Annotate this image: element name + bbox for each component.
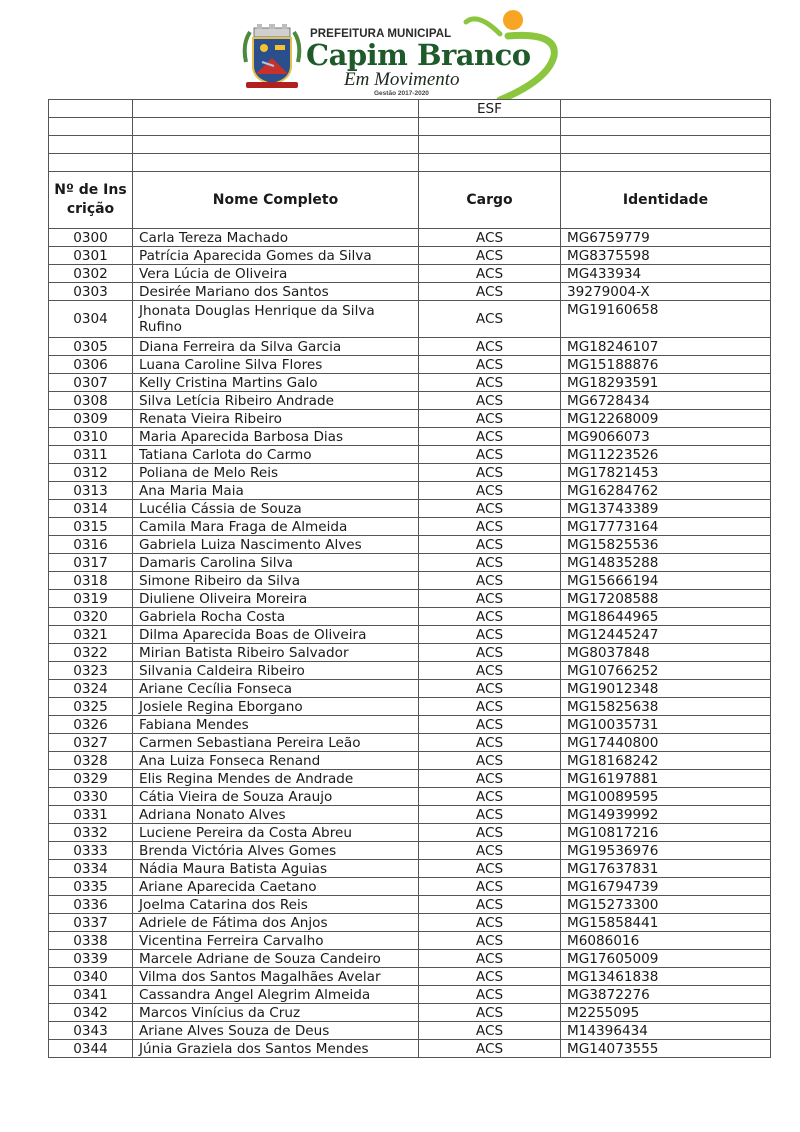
- inscricao-cell: 0321: [49, 626, 133, 644]
- table-row: [49, 482, 771, 500]
- identidade-cell: MG17821453: [561, 464, 771, 482]
- cargo-cell: ACS: [419, 572, 561, 590]
- identidade-cell: MG13461838: [561, 968, 771, 986]
- nome-cell: Luana Caroline Silva Flores: [133, 356, 419, 374]
- table-row: [49, 824, 771, 842]
- table-row: [49, 896, 771, 914]
- identidade-cell: MG10035731: [561, 716, 771, 734]
- table-row: [49, 932, 771, 950]
- identidade-cell: MG12268009: [561, 410, 771, 428]
- identidade-cell: MG11223526: [561, 446, 771, 464]
- cargo-cell: ACS: [419, 932, 561, 950]
- nome-cell: Carmen Sebastiana Pereira Leão: [133, 734, 419, 752]
- identidade-cell: MG16284762: [561, 482, 771, 500]
- empty-cell: [419, 136, 561, 154]
- table-row: [49, 860, 771, 878]
- cargo-cell: ACS: [419, 1004, 561, 1022]
- nome-cell: Adriana Nonato Alves: [133, 806, 419, 824]
- inscricao-cell: 0318: [49, 572, 133, 590]
- identidade-cell: MG17773164: [561, 518, 771, 536]
- cargo-cell: ACS: [419, 698, 561, 716]
- nome-cell: Josiele Regina Eborgano: [133, 698, 419, 716]
- cargo-cell: ACS: [419, 770, 561, 788]
- inscricao-cell: 0339: [49, 950, 133, 968]
- identidade-cell: MG8375598: [561, 247, 771, 265]
- inscricao-cell: 0329: [49, 770, 133, 788]
- inscricao-cell: 0306: [49, 356, 133, 374]
- inscricao-cell: 0307: [49, 374, 133, 392]
- identidade-cell: MG433934: [561, 265, 771, 283]
- column-header-nome: Nome Completo: [133, 172, 419, 229]
- table-row: [49, 283, 771, 301]
- identidade-cell: MG6728434: [561, 392, 771, 410]
- empty-cell: [49, 154, 133, 172]
- table-row: [49, 572, 771, 590]
- cargo-cell: ACS: [419, 1040, 561, 1058]
- nome-cell: Kelly Cristina Martins Galo: [133, 374, 419, 392]
- inscricao-cell: 0314: [49, 500, 133, 518]
- inscricao-cell: 0304: [49, 301, 133, 338]
- inscricao-cell: 0309: [49, 410, 133, 428]
- nome-cell: Adriele de Fátima dos Anjos: [133, 914, 419, 932]
- identidade-cell: MG18246107: [561, 338, 771, 356]
- cargo-cell: ACS: [419, 482, 561, 500]
- table-row: [49, 500, 771, 518]
- inscricao-cell: 0319: [49, 590, 133, 608]
- identidade-cell: MG8037848: [561, 644, 771, 662]
- inscricao-cell: 0343: [49, 1022, 133, 1040]
- cargo-cell: ACS: [419, 716, 561, 734]
- cargo-cell: ACS: [419, 410, 561, 428]
- table-row: [49, 734, 771, 752]
- nome-cell: Maria Aparecida Barbosa Dias: [133, 428, 419, 446]
- table-row: [49, 590, 771, 608]
- inscricao-cell: 0301: [49, 247, 133, 265]
- prefeitura-logo: [236, 8, 566, 100]
- nome-cell: Cátia Vieira de Souza Araujo: [133, 788, 419, 806]
- table-row: [49, 752, 771, 770]
- table-row: [49, 644, 771, 662]
- nome-cell: Júnia Graziela dos Santos Mendes: [133, 1040, 419, 1058]
- nome-cell: Jhonata Douglas Henrique da Silva Rufino: [133, 301, 419, 338]
- table-row: [49, 518, 771, 536]
- table-row: [49, 950, 771, 968]
- table-row: [49, 392, 771, 410]
- cargo-cell: ACS: [419, 968, 561, 986]
- cargo-cell: ACS: [419, 590, 561, 608]
- empty-cell: [561, 100, 771, 118]
- cargo-cell: ACS: [419, 608, 561, 626]
- identidade-cell: MG16794739: [561, 878, 771, 896]
- column-header-inscricao: Nº de Inscrição: [49, 172, 133, 229]
- nome-cell: Poliana de Melo Reis: [133, 464, 419, 482]
- cargo-cell: ACS: [419, 734, 561, 752]
- cargo-cell: ACS: [419, 265, 561, 283]
- identidade-cell: M2255095: [561, 1004, 771, 1022]
- blank-row: [49, 118, 771, 136]
- inscricao-cell: 0327: [49, 734, 133, 752]
- table-row: [49, 247, 771, 265]
- cargo-cell: ACS: [419, 824, 561, 842]
- nome-cell: Ariane Cecília Fonseca: [133, 680, 419, 698]
- inscricao-cell: 0322: [49, 644, 133, 662]
- cargo-cell: ACS: [419, 338, 561, 356]
- nome-cell: Joelma Catarina dos Reis: [133, 896, 419, 914]
- identidade-cell: MG10089595: [561, 788, 771, 806]
- nome-cell: Ana Maria Maia: [133, 482, 419, 500]
- roster-table: [48, 99, 771, 1058]
- identidade-cell: MG3872276: [561, 986, 771, 1004]
- cargo-cell: ACS: [419, 518, 561, 536]
- nome-cell: Damaris Carolina Silva: [133, 554, 419, 572]
- inscricao-cell: 0326: [49, 716, 133, 734]
- identidade-cell: MG17208588: [561, 590, 771, 608]
- nome-cell: Brenda Victória Alves Gomes: [133, 842, 419, 860]
- empty-cell: [133, 154, 419, 172]
- table-row: [49, 428, 771, 446]
- identidade-cell: M14396434: [561, 1022, 771, 1040]
- nome-cell: Renata Vieira Ribeiro: [133, 410, 419, 428]
- identidade-cell: MG15858441: [561, 914, 771, 932]
- cargo-cell: ACS: [419, 788, 561, 806]
- identidade-cell: MG10766252: [561, 662, 771, 680]
- identidade-cell: M6086016: [561, 932, 771, 950]
- cargo-cell: ACS: [419, 554, 561, 572]
- identidade-cell: MG15825536: [561, 536, 771, 554]
- empty-cell: [561, 136, 771, 154]
- cargo-cell: ACS: [419, 464, 561, 482]
- cargo-cell: ACS: [419, 644, 561, 662]
- identidade-cell: MG19536976: [561, 842, 771, 860]
- nome-cell: Fabiana Mendes: [133, 716, 419, 734]
- table-row: [49, 464, 771, 482]
- table-row: [49, 338, 771, 356]
- table-row: [49, 788, 771, 806]
- table-row: [49, 842, 771, 860]
- table-row: [49, 968, 771, 986]
- column-header-cargo: Cargo: [419, 172, 561, 229]
- inscricao-cell: 0332: [49, 824, 133, 842]
- identidade-cell: 39279004-X: [561, 283, 771, 301]
- inscricao-cell: 0330: [49, 788, 133, 806]
- cargo-cell: ACS: [419, 662, 561, 680]
- nome-cell: Camila Mara Fraga de Almeida: [133, 518, 419, 536]
- nome-cell: Marcele Adriane de Souza Candeiro: [133, 950, 419, 968]
- nome-cell: Vicentina Ferreira Carvalho: [133, 932, 419, 950]
- cargo-cell: ACS: [419, 428, 561, 446]
- cargo-cell: ACS: [419, 1022, 561, 1040]
- cargo-cell: ACS: [419, 878, 561, 896]
- inscricao-cell: 0317: [49, 554, 133, 572]
- cargo-cell: ACS: [419, 283, 561, 301]
- identidade-cell: MG19160658: [561, 301, 771, 338]
- cargo-cell: ACS: [419, 806, 561, 824]
- table-row: [49, 536, 771, 554]
- empty-cell: [49, 118, 133, 136]
- table-row: [49, 356, 771, 374]
- nome-cell: Tatiana Carlota do Carmo: [133, 446, 419, 464]
- identidade-cell: MG14073555: [561, 1040, 771, 1058]
- cargo-cell: ACS: [419, 914, 561, 932]
- nome-cell: Ariane Aparecida Caetano: [133, 878, 419, 896]
- inscricao-cell: 0342: [49, 1004, 133, 1022]
- inscricao-cell: 0308: [49, 392, 133, 410]
- inscricao-cell: 0312: [49, 464, 133, 482]
- inscricao-cell: 0316: [49, 536, 133, 554]
- identidade-cell: MG15666194: [561, 572, 771, 590]
- nome-cell: Vera Lúcia de Oliveira: [133, 265, 419, 283]
- inscricao-cell: 0315: [49, 518, 133, 536]
- inscricao-cell: 0300: [49, 229, 133, 247]
- cargo-cell: ACS: [419, 896, 561, 914]
- identidade-cell: MG18293591: [561, 374, 771, 392]
- identidade-cell: MG18168242: [561, 752, 771, 770]
- cargo-cell: ACS: [419, 392, 561, 410]
- table-row: [49, 1022, 771, 1040]
- table-row: [49, 716, 771, 734]
- cargo-cell: ACS: [419, 626, 561, 644]
- cargo-cell: ACS: [419, 247, 561, 265]
- cargo-cell: ACS: [419, 752, 561, 770]
- table-row: [49, 301, 771, 338]
- slogan: Em Movimento: [344, 69, 460, 90]
- empty-cell: [49, 136, 133, 154]
- nome-cell: Carla Tereza Machado: [133, 229, 419, 247]
- table-row: [49, 806, 771, 824]
- cargo-cell: ACS: [419, 986, 561, 1004]
- nome-cell: Patrícia Aparecida Gomes da Silva: [133, 247, 419, 265]
- inscricao-cell: 0334: [49, 860, 133, 878]
- section-label: ESF: [419, 100, 561, 118]
- nome-cell: Gabriela Luiza Nascimento Alves: [133, 536, 419, 554]
- inscricao-cell: 0305: [49, 338, 133, 356]
- inscricao-cell: 0325: [49, 698, 133, 716]
- nome-cell: Gabriela Rocha Costa: [133, 608, 419, 626]
- table-row: [49, 680, 771, 698]
- coat-of-arms-icon: [240, 22, 304, 92]
- cargo-cell: ACS: [419, 229, 561, 247]
- empty-cell: [561, 118, 771, 136]
- identidade-cell: MG12445247: [561, 626, 771, 644]
- gestao-label: Gestão 2017-2020: [374, 90, 429, 97]
- inscricao-cell: 0340: [49, 968, 133, 986]
- inscricao-cell: 0302: [49, 265, 133, 283]
- nome-cell: Luciene Pereira da Costa Abreu: [133, 824, 419, 842]
- identidade-cell: MG6759779: [561, 229, 771, 247]
- inscricao-cell: 0311: [49, 446, 133, 464]
- nome-cell: Lucélia Cássia de Souza: [133, 500, 419, 518]
- section-row: [49, 100, 771, 118]
- table-row: [49, 698, 771, 716]
- inscricao-cell: 0323: [49, 662, 133, 680]
- inscricao-cell: 0335: [49, 878, 133, 896]
- cargo-cell: ACS: [419, 536, 561, 554]
- cargo-cell: ACS: [419, 374, 561, 392]
- prefeitura-label: PREFEITURA MUNICIPAL: [310, 28, 452, 40]
- inscricao-cell: 0338: [49, 932, 133, 950]
- nome-cell: Marcos Vinícius da Cruz: [133, 1004, 419, 1022]
- inscricao-cell: 0328: [49, 752, 133, 770]
- identidade-cell: MG17440800: [561, 734, 771, 752]
- table-row: [49, 626, 771, 644]
- empty-cell: [49, 100, 133, 118]
- cargo-cell: ACS: [419, 842, 561, 860]
- inscricao-cell: 0336: [49, 896, 133, 914]
- identidade-cell: MG14835288: [561, 554, 771, 572]
- empty-cell: [419, 154, 561, 172]
- nome-cell: Desirée Mariano dos Santos: [133, 283, 419, 301]
- table-row: [49, 986, 771, 1004]
- table-row: [49, 1040, 771, 1058]
- nome-cell: Elis Regina Mendes de Andrade: [133, 770, 419, 788]
- nome-cell: Simone Ribeiro da Silva: [133, 572, 419, 590]
- inscricao-cell: 0341: [49, 986, 133, 1004]
- nome-cell: Ariane Alves Souza de Deus: [133, 1022, 419, 1040]
- inscricao-cell: 0303: [49, 283, 133, 301]
- cargo-cell: ACS: [419, 500, 561, 518]
- nome-cell: Ana Luiza Fonseca Renand: [133, 752, 419, 770]
- inscricao-cell: 0337: [49, 914, 133, 932]
- nome-cell: Dilma Aparecida Boas de Oliveira: [133, 626, 419, 644]
- table-row: [49, 554, 771, 572]
- inscricao-cell: 0310: [49, 428, 133, 446]
- table-row: [49, 446, 771, 464]
- nome-cell: Vilma dos Santos Magalhães Avelar: [133, 968, 419, 986]
- table-row: [49, 265, 771, 283]
- table-row: [49, 608, 771, 626]
- cargo-cell: ACS: [419, 860, 561, 878]
- empty-cell: [561, 154, 771, 172]
- nome-cell: Diana Ferreira da Silva Garcia: [133, 338, 419, 356]
- header-row: [49, 172, 771, 229]
- table-row: [49, 914, 771, 932]
- empty-cell: [133, 100, 419, 118]
- nome-cell: Silvania Caldeira Ribeiro: [133, 662, 419, 680]
- cargo-cell: ACS: [419, 680, 561, 698]
- identidade-cell: MG15188876: [561, 356, 771, 374]
- city-name: Capim Branco: [306, 38, 531, 72]
- identidade-cell: MG14939992: [561, 806, 771, 824]
- identidade-cell: MG19012348: [561, 680, 771, 698]
- empty-cell: [133, 118, 419, 136]
- table-row: [49, 374, 771, 392]
- cargo-cell: ACS: [419, 446, 561, 464]
- empty-cell: [133, 136, 419, 154]
- inscricao-cell: 0344: [49, 1040, 133, 1058]
- blank-row: [49, 154, 771, 172]
- table-row: [49, 410, 771, 428]
- table-row: [49, 1004, 771, 1022]
- identidade-cell: MG18644965: [561, 608, 771, 626]
- inscricao-cell: 0333: [49, 842, 133, 860]
- blank-row: [49, 136, 771, 154]
- nome-cell: Cassandra Angel Alegrim Almeida: [133, 986, 419, 1004]
- nome-cell: Mirian Batista Ribeiro Salvador: [133, 644, 419, 662]
- inscricao-cell: 0320: [49, 608, 133, 626]
- nome-cell: Nádia Maura Batista Aguias: [133, 860, 419, 878]
- table-row: [49, 770, 771, 788]
- identidade-cell: MG15825638: [561, 698, 771, 716]
- table-row: [49, 229, 771, 247]
- cargo-cell: ACS: [419, 950, 561, 968]
- nome-cell: Silva Letícia Ribeiro Andrade: [133, 392, 419, 410]
- column-header-identidade: Identidade: [561, 172, 771, 229]
- identidade-cell: MG9066073: [561, 428, 771, 446]
- identidade-cell: MG17605009: [561, 950, 771, 968]
- inscricao-cell: 0313: [49, 482, 133, 500]
- nome-cell: Diuliene Oliveira Moreira: [133, 590, 419, 608]
- inscricao-cell: 0324: [49, 680, 133, 698]
- identidade-cell: MG10817216: [561, 824, 771, 842]
- identidade-cell: MG16197881: [561, 770, 771, 788]
- cargo-cell: ACS: [419, 356, 561, 374]
- inscricao-cell: 0331: [49, 806, 133, 824]
- identidade-cell: MG13743389: [561, 500, 771, 518]
- empty-cell: [419, 118, 561, 136]
- table-row: [49, 662, 771, 680]
- table-row: [49, 878, 771, 896]
- identidade-cell: MG15273300: [561, 896, 771, 914]
- identidade-cell: MG17637831: [561, 860, 771, 878]
- cargo-cell: ACS: [419, 301, 561, 338]
